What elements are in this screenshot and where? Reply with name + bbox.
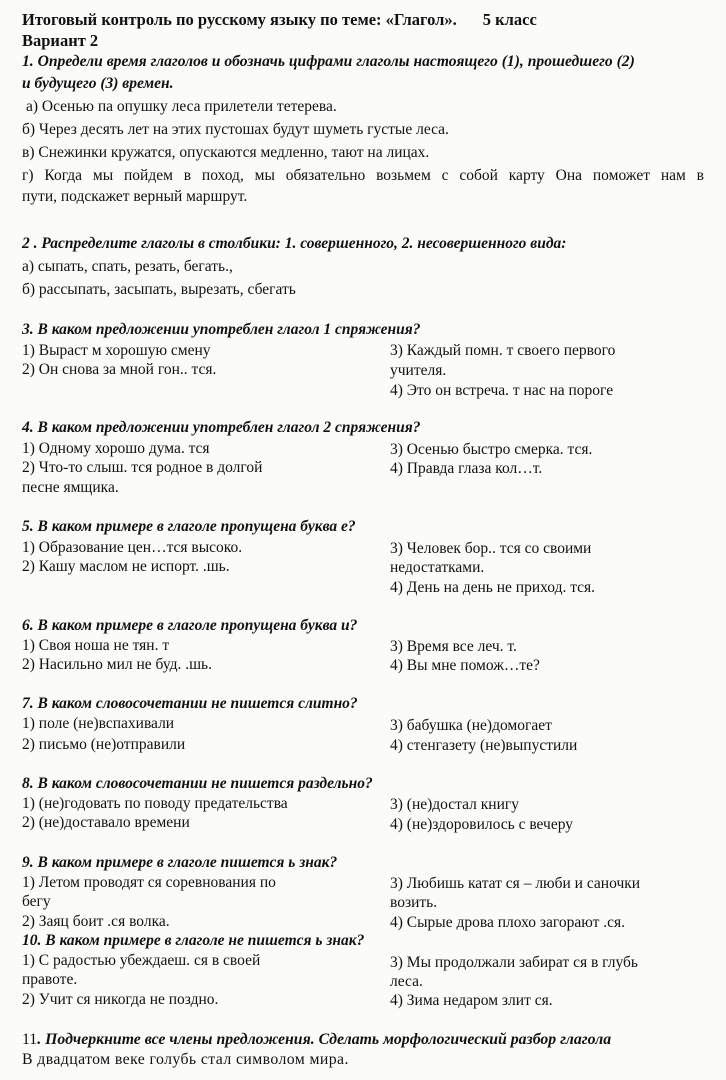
q1-item-c: в) Снежинки кружатся, опускаются медленно, тают на лицах. — [22, 144, 430, 161]
q11-heading-text: . Подчеркните все члены предложения. Сделать морфологический разбор глагола — [37, 1031, 612, 1048]
q7-option-1: 1) поле (не)вспахивали — [22, 715, 175, 732]
q10-option-1-line1: 1) С радостью убеждаеш. ся в своей — [22, 952, 261, 969]
q1-item-a: а) Осенью па опушку леса прилетели тетерева. — [26, 98, 337, 115]
q9-option-4: 4) Сырые дрова плохо загорают .ся. — [390, 914, 626, 931]
q4-option-3: 3) Осенью быстро смерка. тся. — [390, 441, 593, 458]
q1-item-b: б) Через десять лет на этих пустошах будут шуметь густые леса. — [22, 121, 449, 138]
q11-sentence: В двадцатом веке голубь стал символом мира. — [22, 1051, 349, 1068]
q4-heading: 4. В каком предложении употреблен глагол 2 спряжения? — [22, 419, 421, 436]
q11-number: 11 — [22, 1031, 38, 1048]
q5-heading: 5. В каком примере в глаголе пропущена буква е? — [22, 518, 356, 535]
q6-option-1: 1) Своя ноша не тян. т — [22, 637, 170, 654]
q9-option-3-line1: 3) Любишь катат ся – люби и саночки — [390, 875, 641, 892]
q5-option-2: 2) Кашу маслом не испорт. .шь. — [22, 558, 230, 575]
variant-label: Вариант 2 — [22, 31, 99, 50]
q3-option-2: 2) Он снова за мной гон.. тся. — [22, 361, 217, 378]
q10-option-2: 2) Учит ся никогда не поздно. — [22, 991, 219, 1008]
q9-option-2: 2) Заяц боит .ся волка. — [22, 913, 170, 930]
q3-option-3-line1: 3) Каждый помн. т своего первого — [390, 342, 616, 359]
q3-heading: 3. В каком предложении употреблен глагол 1 спряжения? — [22, 321, 421, 338]
q7-option-3: 3) бабушка (не)домогает — [390, 717, 552, 734]
q10-option-1-line2: правоте. — [22, 971, 78, 988]
q9-option-3-line2: возить. — [390, 894, 438, 911]
q9-option-1-line1: 1) Летом проводят ся соревнования по — [22, 874, 276, 891]
q6-option-4: 4) Вы мне помож…те? — [390, 657, 540, 674]
q10-option-3-line2: леса. — [390, 973, 423, 990]
title-text: Итоговый контроль по русскому языку по теме: «Глагол». — [22, 10, 457, 29]
q3-option-1: 1) Выраст м хорошую смену — [22, 342, 211, 359]
q10-heading: 10. В каком примере в глаголе не пишется ь знак? — [22, 932, 365, 949]
q5-option-1: 1) Образование цен…тся высоко. — [22, 539, 243, 556]
q4-option-1: 1) Одному хорошо дума. тся — [22, 440, 210, 457]
q2-heading: 2 . Распределите глаголы в столбики: 1. совершенного, 2. несовершенного вида: — [22, 235, 567, 252]
q4-option-4: 4) Правда глаза кол…т. — [390, 460, 543, 477]
q3-option-3-line2: учителя. — [390, 362, 447, 379]
worksheet-title — [22, 10, 537, 29]
grade-label: 5 класс — [482, 10, 537, 29]
q5-option-3-line2: недостатками. — [390, 559, 485, 576]
q4-option-2-line2: песне ямщика. — [22, 479, 119, 496]
q3-option-4: 4) Это он встреча. т нас на пороге — [390, 382, 614, 399]
q1-item-d-line2: пути, подскажет верный маршрут. — [22, 188, 248, 205]
q2-item-a: а) сыпать, спать, резать, бегать., — [22, 258, 233, 275]
q6-option-3: 3) Время все леч. т. — [390, 638, 517, 655]
q10-option-4: 4) Зима недаром злит ся. — [390, 992, 553, 1009]
q9-heading: 9. В каком примере в глаголе пишется ь знак? — [22, 854, 338, 871]
q4-option-2-line1: 2) Что-то слыш. тся родное в долгой — [22, 459, 263, 476]
q1-heading-line2: и будущего (3) времен. — [22, 75, 174, 92]
q7-option-4: 4) стенгазету (не)выпустили — [390, 737, 578, 754]
q8-option-3: 3) (не)достал книгу — [390, 796, 520, 813]
q6-heading: 6. В каком примере в глаголе пропущена буква и? — [22, 617, 358, 634]
q1-item-d-line1: г) Когда мы пойдем в поход, мы обязательно возьмем с собой карту Она поможет нам в — [22, 167, 704, 184]
q8-option-2: 2) (не)доставало времени — [22, 814, 190, 831]
q2-item-b: б) рассыпать, засыпать, вырезать, сбегать — [22, 281, 296, 298]
q7-option-2: 2) письмо (не)отправили — [22, 736, 186, 753]
q8-option-1: 1) (не)годовать по поводу предательства — [22, 795, 288, 812]
q11-heading — [22, 1030, 611, 1050]
q5-option-4: 4) День на день не приход. тся. — [390, 579, 596, 596]
q10-option-3-line1: 3) Мы продолжали забират ся в глубь — [390, 954, 638, 971]
q8-heading: 8. В каком словосочетании не пишется раздельно? — [22, 775, 373, 792]
q6-option-2: 2) Насильно мил не буд. .шь. — [22, 656, 212, 673]
q9-option-1-line2: бегу — [22, 893, 51, 910]
q7-heading: 7. В каком словосочетании не пишется слитно? — [22, 695, 358, 712]
q5-option-3-line1: 3) Человек бор.. тся со своими — [390, 540, 592, 557]
q1-heading-line1: 1. Определи время глаголов и обозначь цифрами глаголы настоящего (1), прошедшего (2) — [22, 53, 635, 70]
q8-option-4: 4) (не)здоровилось с вечеру — [390, 816, 574, 833]
